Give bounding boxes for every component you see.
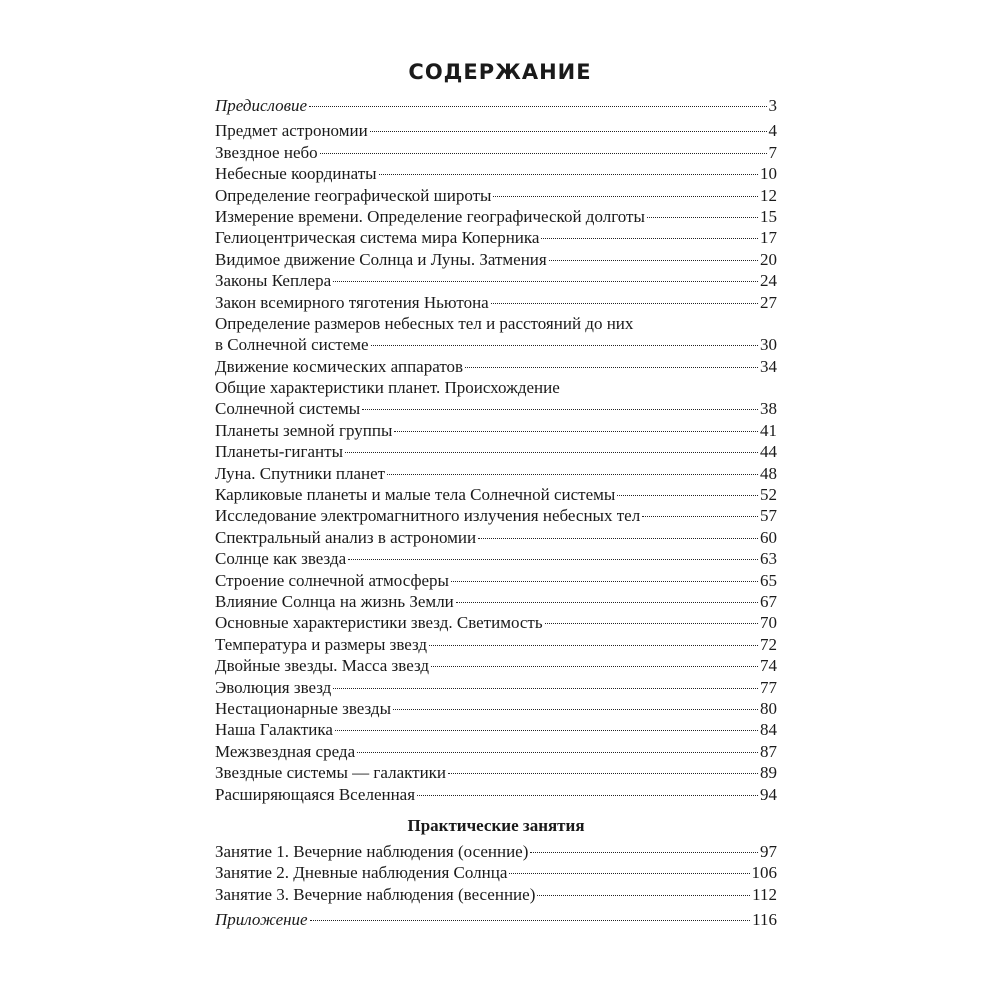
toc-entry-page: 38 [760, 399, 777, 419]
dot-leader [448, 773, 758, 774]
toc-entry-title-line2: в Солнечной системе [215, 335, 369, 355]
toc-entry[interactable] [215, 441, 777, 462]
toc-entry-title: Строение солнечной атмосферы [215, 570, 449, 590]
toc-entry-title: Карликовые планеты и малые тела Солнечной системы [215, 485, 616, 505]
dot-leader [417, 795, 758, 796]
dot-leader [333, 688, 758, 689]
toc-entry-page: 44 [760, 442, 777, 462]
toc-entry-title-line1: Общие характеристики планет. Происхождение [215, 378, 560, 398]
toc-entry-page: 20 [760, 249, 777, 269]
toc-entry-title: Солнце как звезда [215, 549, 347, 569]
dot-leader [491, 303, 758, 304]
toc-entry-title: Основные характеристики звезд. Светимость [215, 613, 543, 633]
toc-entry-page: 60 [760, 527, 777, 547]
toc-entry[interactable] [215, 505, 777, 526]
toc-entry-title: Расширяющаяся Вселенная [215, 784, 416, 804]
toc-entry-title: Эволюция звезд [215, 677, 332, 697]
toc-entry-page: 48 [760, 463, 777, 483]
toc-main-entries [215, 120, 777, 805]
toc-entry-title: Звездное небо [215, 142, 318, 162]
dot-leader [647, 217, 758, 218]
toc-entry[interactable] [215, 356, 777, 377]
toc-entry-title: Приложение [215, 910, 308, 930]
toc-entry[interactable] [215, 206, 777, 227]
dot-leader [345, 452, 758, 453]
toc-entry-title: Гелиоцентрическая система мира Коперника [215, 228, 540, 248]
dot-leader [545, 623, 758, 624]
toc-entry[interactable] [215, 463, 777, 484]
toc-entry-page: 41 [760, 420, 777, 440]
toc-entry-title: Спектральный анализ в астрономии [215, 527, 477, 547]
toc-entry-title: Нестационарные звезды [215, 698, 392, 718]
toc-entry-title: Звездные системы — галактики [215, 763, 447, 783]
dot-leader [549, 260, 758, 261]
toc-entry[interactable] [215, 420, 777, 441]
toc-entry-page: 72 [760, 634, 777, 654]
toc-entry-title: Луна. Спутники планет [215, 463, 386, 483]
toc-entry-title: Температура и размеры звезд [215, 634, 428, 654]
dot-leader [478, 538, 758, 539]
toc-entry-title: Занятие 3. Вечерние наблюдения (весенние) [215, 884, 536, 904]
toc-entry[interactable] [215, 862, 777, 883]
toc-entry-page: 7 [768, 142, 777, 162]
dot-leader [451, 581, 758, 582]
dot-leader [320, 153, 767, 154]
toc-entry-appendix[interactable] [215, 909, 777, 930]
dot-leader [362, 409, 758, 410]
toc-entry-page: 52 [760, 485, 777, 505]
toc-entry-page: 10 [760, 164, 777, 184]
toc-entry-page: 87 [760, 741, 777, 761]
toc-entry[interactable] [215, 884, 777, 905]
page-title: СОДЕРЖАНИЕ [408, 60, 592, 84]
toc-entry[interactable] [215, 142, 777, 163]
toc-entry[interactable] [215, 120, 777, 141]
toc-entry-title-line2: Солнечной системы [215, 399, 361, 419]
toc-entry-preface[interactable] [215, 95, 777, 116]
toc-entry-title: Занятие 2. Дневные наблюдения Солнца [215, 863, 508, 883]
toc-entry-page: 15 [760, 206, 777, 226]
dot-leader [493, 196, 758, 197]
toc-entry[interactable] [215, 249, 777, 270]
toc-entry-page: 89 [760, 763, 777, 783]
toc-entry[interactable] [215, 527, 777, 548]
toc-entry-title: Планеты земной группы [215, 420, 393, 440]
toc-entry[interactable] [215, 784, 777, 805]
toc-entry[interactable] [215, 292, 777, 313]
toc-entry[interactable] [215, 741, 777, 762]
toc-entry-title: Законы Кеплера [215, 271, 332, 291]
toc-entry-title: Межзвездная среда [215, 741, 356, 761]
toc-entry-title: Небесные координаты [215, 164, 377, 184]
dot-leader [617, 495, 758, 496]
dot-leader [642, 516, 758, 517]
dot-leader [310, 920, 751, 921]
section-heading-practical: Практические занятия [407, 815, 585, 835]
toc-entry-page: 94 [760, 784, 777, 804]
toc-entry-page: 65 [760, 570, 777, 590]
toc-entry-page: 70 [760, 613, 777, 633]
toc-entry-page: 12 [760, 185, 777, 205]
toc-entry-page: 67 [760, 591, 777, 611]
toc-entry[interactable] [215, 762, 777, 783]
toc-entry[interactable] [215, 634, 777, 655]
toc-entry[interactable] [215, 270, 777, 291]
table-of-contents [215, 95, 777, 930]
toc-entry-title-line1: Определение размеров небесных тел и расстояний до них [215, 313, 634, 333]
toc-entry[interactable] [215, 570, 777, 591]
dot-leader [537, 895, 750, 896]
toc-entry-title: Предисловие [215, 96, 308, 115]
toc-entry-page: 57 [760, 506, 777, 526]
toc-entry-page: 116 [752, 910, 777, 930]
toc-entry[interactable] [215, 313, 777, 356]
dot-leader [465, 367, 758, 368]
toc-practical-entries [215, 841, 777, 905]
toc-entry-page: 74 [760, 656, 777, 676]
toc-entry[interactable] [215, 377, 777, 420]
dot-leader [333, 281, 758, 282]
toc-entry-title: Наша Галактика [215, 720, 333, 740]
toc-entry-page: 17 [760, 228, 777, 248]
toc-entry-title: Исследование электромагнитного излучения небесных тел [215, 506, 641, 526]
toc-entry-title: Закон всемирного тяготения Ньютона [215, 292, 489, 312]
dot-leader [309, 106, 766, 107]
toc-entry-page: 77 [760, 677, 777, 697]
dot-leader [357, 752, 758, 753]
toc-entry-page: 106 [751, 863, 777, 883]
toc-entry-page: 30 [760, 335, 777, 355]
toc-entry-page: 63 [760, 549, 777, 569]
toc-entry-page: 84 [760, 720, 777, 740]
dot-leader [394, 431, 758, 432]
toc-entry[interactable] [215, 163, 777, 184]
toc-entry[interactable] [215, 655, 777, 676]
dot-leader [393, 709, 758, 710]
toc-entry-page: 3 [768, 96, 777, 115]
toc-entry-page: 34 [760, 356, 777, 376]
dot-leader [379, 174, 758, 175]
toc-entry-page: 4 [768, 121, 777, 141]
toc-entry-page: 24 [760, 271, 777, 291]
toc-entry-page: 97 [760, 841, 777, 861]
toc-entry[interactable] [215, 719, 777, 740]
dot-leader [456, 602, 758, 603]
toc-entry-page: 27 [760, 292, 777, 312]
dot-leader [370, 131, 767, 132]
toc-entry[interactable] [215, 677, 777, 698]
toc-entry-page: 112 [752, 884, 777, 904]
toc-entry[interactable] [215, 548, 777, 569]
toc-entry-title: Определение географической широты [215, 185, 492, 205]
toc-entry[interactable] [215, 484, 777, 505]
dot-leader [509, 873, 749, 874]
toc-entry-title: Предмет астрономии [215, 121, 368, 141]
dot-leader [387, 474, 758, 475]
toc-entry[interactable] [215, 612, 777, 633]
toc-entry-title: Измерение времени. Определение географической долготы [215, 206, 645, 226]
dot-leader [335, 730, 758, 731]
toc-entry[interactable] [215, 841, 777, 862]
toc-entry-page: 80 [760, 698, 777, 718]
toc-entry-title: Влияние Солнца на жизнь Земли [215, 591, 454, 611]
toc-entry[interactable] [215, 591, 777, 612]
dot-leader [348, 559, 758, 560]
toc-entry-title: Видимое движение Солнца и Луны. Затмения [215, 249, 547, 269]
toc-entry[interactable] [215, 227, 777, 248]
toc-entry-title: Занятие 1. Вечерние наблюдения (осенние) [215, 841, 529, 861]
dot-leader [429, 645, 758, 646]
toc-entry-title: Двойные звезды. Масса звезд [215, 656, 430, 676]
toc-entry[interactable] [215, 185, 777, 206]
dot-leader [530, 852, 758, 853]
toc-entry-title: Планеты-гиганты [215, 442, 343, 462]
dot-leader [371, 345, 758, 346]
dot-leader [541, 238, 758, 239]
toc-entry[interactable] [215, 698, 777, 719]
dot-leader [431, 666, 758, 667]
toc-entry-title: Движение космических аппаратов [215, 356, 464, 376]
